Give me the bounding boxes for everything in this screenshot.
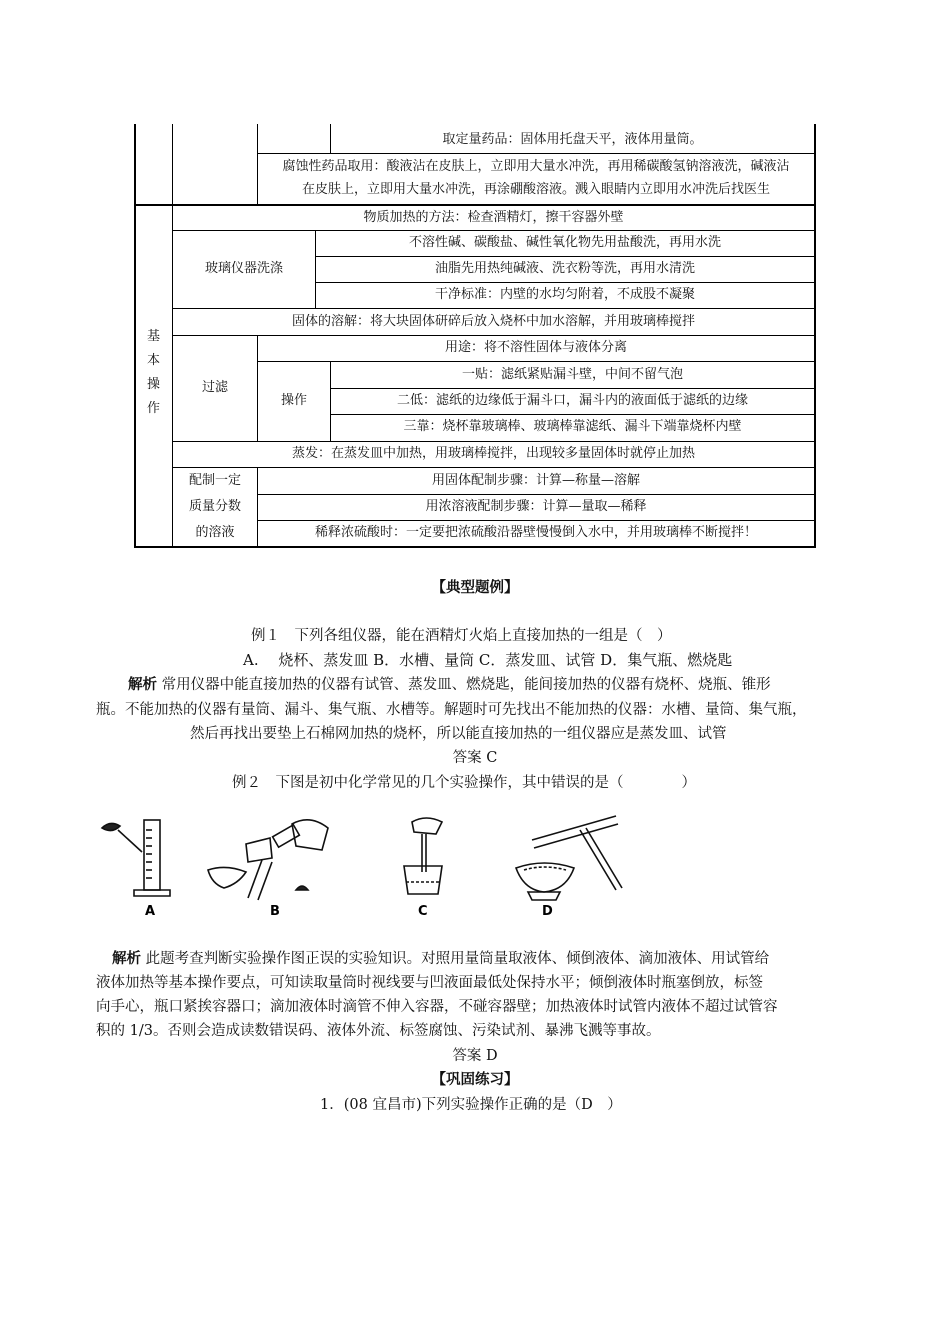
analysis-label: 解析 — [128, 676, 157, 693]
section-heading-practice: 【巩固练习】 — [431, 1071, 519, 1088]
figure-label-a: A — [145, 904, 156, 919]
basic-operations-label — [135, 325, 172, 421]
label-char: 作 — [146, 401, 160, 416]
example1-analysis-line1 — [128, 673, 771, 697]
filter-label: 过滤 — [201, 380, 228, 395]
table-cell: 一贴：滤纸紧贴漏斗壁，中间不留气泡 — [461, 367, 683, 382]
example1-question: 例１ 下列各组仪器，能在酒精灯火焰上直接加热的一组是（ ） — [251, 628, 672, 644]
table-cell: 取定量药品：固体用托盘天平，液体用量筒。 — [442, 132, 703, 147]
example1-analysis-line3: 然后再找出要垫上石棉网加热的烧杯，所以能直接加热的一组仪器应是蒸发皿、试管 — [190, 726, 727, 742]
filter-operation-label: 操作 — [280, 393, 307, 408]
table-border-bottom — [134, 546, 816, 548]
example1-options: A. 烧杯、蒸发皿 B．水槽、量筒 C．蒸发皿、试管 D．集气瓶、燃烧匙 — [243, 651, 733, 669]
table-cell: 固体的溶解：将大块固体研碎后放入烧杯中加水溶解，并用玻璃棒搅拌 — [291, 314, 695, 329]
label-char: 本 — [146, 353, 160, 368]
table-cell: 油脂先用热纯碱液、洗衣粉等洗，再用水清洗 — [434, 261, 695, 276]
example2-analysis-line4: 积的 1/3。否则会造成读数错误码、液体外流、标签腐蚀、污染试剂、暴沸飞溅等事故。 — [96, 1023, 661, 1039]
practice-question-1: 1．(08 宜昌市)下列实验操作正确的是（D ） — [320, 1097, 622, 1113]
example2-answer: 答案 D — [452, 1048, 498, 1064]
table-cell: 蒸发：在蒸发皿中加热，用玻璃棒搅拌，出现较多量固体时就停止加热 — [291, 446, 695, 461]
glass-washing-label: 玻璃仪器洗涤 — [204, 261, 283, 276]
example1-analysis-line2: 瓶。不能加热的仪器有量筒、漏斗、集气瓶、水槽等。解题时可先找出不能加热的仪器：水槽、量筒、集气瓶， — [96, 702, 807, 718]
analysis-label: 解析 — [112, 950, 141, 967]
example2-analysis-line1 — [112, 947, 769, 971]
table-border-right — [814, 124, 816, 548]
figure-d-heating — [516, 816, 622, 900]
example2-analysis-line3: 向手心，瓶口紧挨容器口；滴加液体时滴管不伸入容器，不碰容器壁；加热液体时试管内液体不超过试管容 — [96, 999, 778, 1015]
label-char: 基 — [146, 329, 160, 344]
table-cell: 用浓溶液配制步骤：计算—量取—稀释 — [425, 499, 647, 514]
table-cell: 干净标准：内壁的水均匀附着，不成股不凝聚 — [434, 287, 695, 302]
example2-analysis-line2: 液体加热等基本操作要点，可知读取量筒时视线要与凹液面最低处保持水平；倾倒液体时瓶塞倒放，标签 — [96, 975, 763, 991]
figure-label-b: B — [270, 904, 280, 919]
table-cell: 腐蚀性药品取用：酸液沾在皮肤上，立即用大量水冲洗，再用稀碳酸氢钠溶液洗，碱液沾 — [282, 159, 790, 174]
analysis-text: 常用仪器中能直接加热的仪器有试管、蒸发皿、燃烧匙，能间接加热的仪器有烧杯、烧瓶、锥形 — [161, 677, 771, 693]
figure-c-dropper — [404, 818, 442, 894]
label-line: 的溶液 — [195, 525, 235, 540]
solution-prep-label — [173, 468, 257, 546]
figure-label-c: C — [418, 904, 428, 919]
example2-question: 例２ 下图是初中化学常见的几个实验操作，其中错误的是（ ） — [232, 775, 696, 791]
lab-operations-figure — [96, 810, 656, 925]
divider — [172, 124, 173, 205]
section-heading-examples: 【典型题例】 — [431, 579, 519, 596]
analysis-text: 此题考查判断实验操作图正误的实验知识。对照用量筒量取液体、倾倒液体、滴加液体、用试管给 — [145, 951, 770, 967]
table-cell: 在皮肤上，立即用大量水冲洗，再涂硼酸溶液。溅入眼睛内立即用水冲洗后找医生 — [301, 182, 770, 197]
figure-label-d: D — [542, 904, 553, 919]
table-cell: 二低：滤纸的边缘低于漏斗口，漏斗内的液面低于滤纸的边缘 — [396, 393, 748, 408]
label-line: 配制一定 — [188, 473, 241, 488]
figure-b-pouring — [208, 820, 328, 900]
table-cell: 物质加热的方法：检查酒精灯，擦干容器外壁 — [363, 210, 624, 225]
table-cell: 稀释浓硫酸时：一定要把浓硫酸沿器壁慢慢倒入水中，并用玻璃棒不断搅拌！ — [314, 525, 757, 540]
figure-a-cylinder — [102, 820, 170, 896]
table-cell: 不溶性碱、碳酸盐、碱性氧化物先用盐酸洗，再用水洗 — [408, 235, 721, 250]
table-cell: 三靠：烧杯靠玻璃棒、玻璃棒靠滤纸、漏斗下端靠烧杯内壁 — [403, 419, 742, 434]
table-cell: 用固体配制步骤：计算—称量—溶解 — [431, 473, 640, 488]
table-cell: 用途：将不溶性固体与液体分离 — [444, 340, 627, 355]
example1-answer: 答案 C — [452, 750, 498, 766]
label-char: 操 — [146, 377, 160, 392]
label-line: 质量分数 — [188, 499, 241, 514]
